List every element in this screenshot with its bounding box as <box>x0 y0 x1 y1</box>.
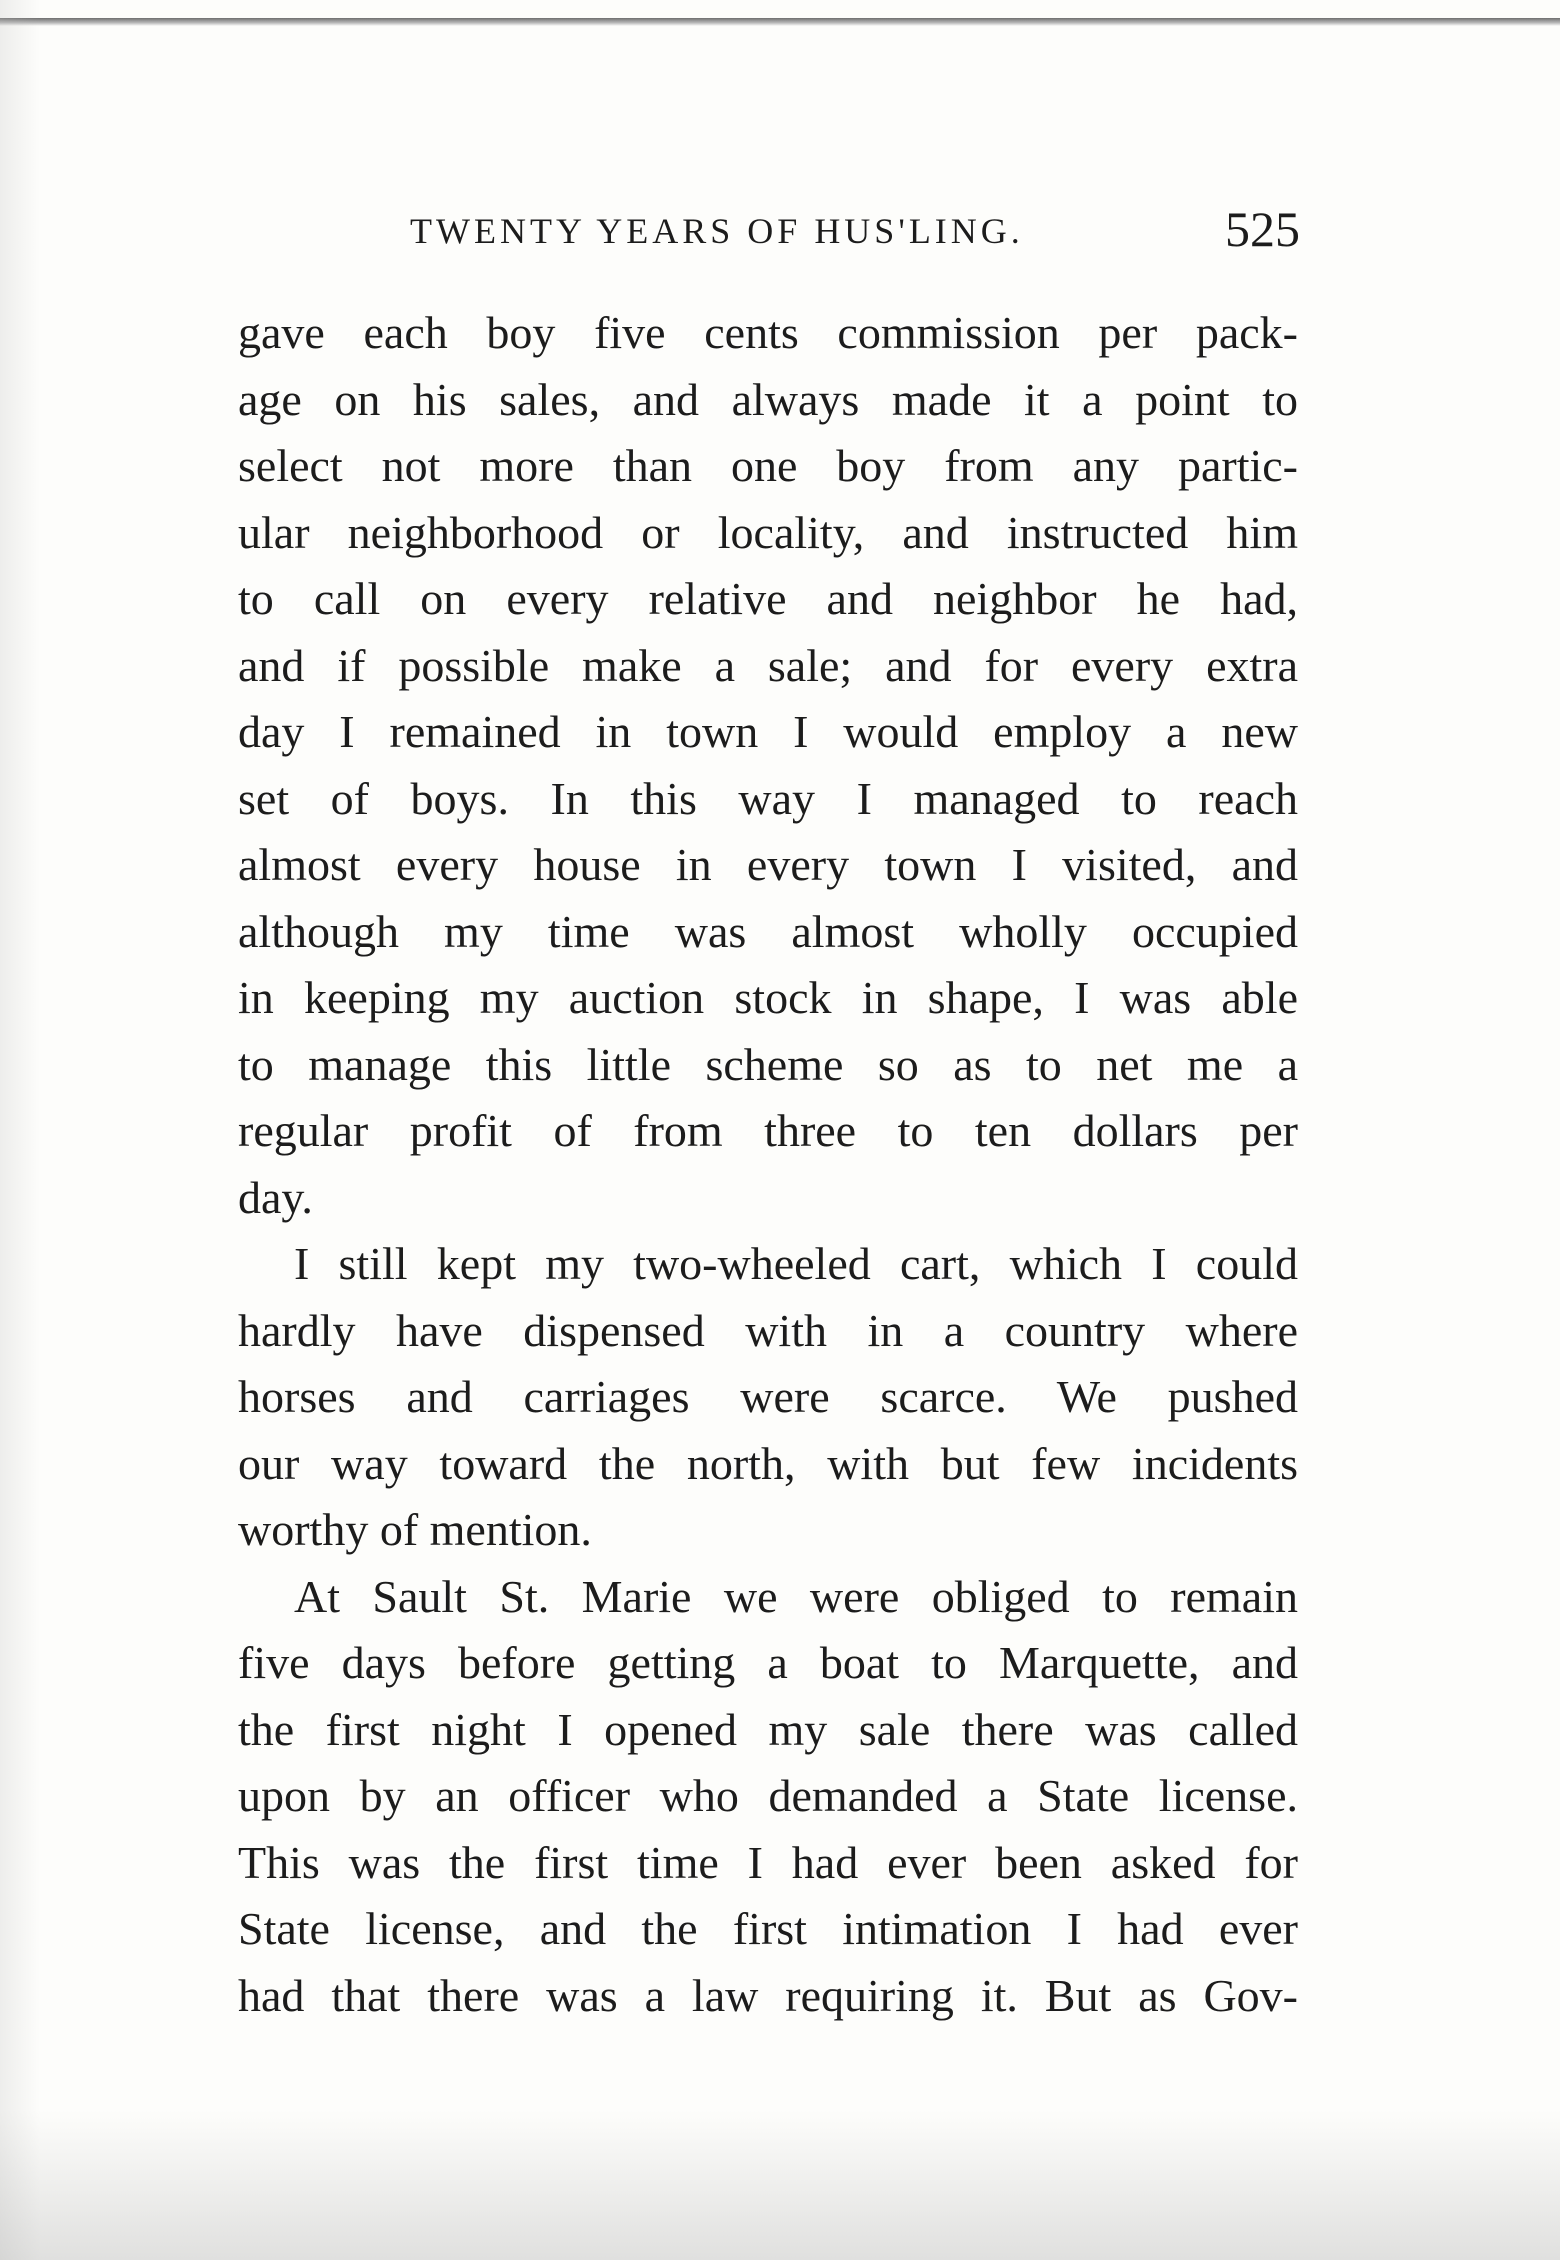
page-number: 525 <box>1225 201 1300 257</box>
text-line: hardly have dispensed with in a country where <box>238 1304 1298 1356</box>
text-line: State license, and the first intimation I had ever <box>238 1903 1298 1954</box>
text-line: regular profit of from three to ten dollars per <box>238 1105 1298 1156</box>
text-line: almost every house in every town I visited, and <box>238 839 1298 890</box>
running-title: TWENTY YEARS OF HUS'LING. <box>410 211 1024 251</box>
text-line: day. <box>238 1171 313 1223</box>
text-line: in keeping my auction stock in shape, I was able <box>238 972 1298 1023</box>
text-line: the first night I opened my sale there was called <box>238 1703 1298 1755</box>
top-edge-rule <box>0 18 1560 26</box>
text-line: age on his sales, and always made it a point to <box>238 373 1298 425</box>
text-line: This was the first time I had ever been asked for <box>238 1836 1298 1888</box>
text-line: I still kept my two-wheeled cart, which I could <box>294 1238 1298 1289</box>
text-line: horses and carriages were scarce. We pushed <box>238 1371 1298 1422</box>
text-line: although my time was almost wholly occupied <box>238 905 1298 957</box>
text-line: our way toward the north, with but few incidents <box>238 1437 1298 1489</box>
text-line: worthy of mention. <box>238 1504 592 1555</box>
text-line: gave each boy five cents commission per pack- <box>238 307 1298 358</box>
text-line: ular neighborhood or locality, and instructed him <box>238 506 1298 558</box>
text-line: to manage this little scheme so as to net me a <box>238 1038 1298 1090</box>
page-edge-shadow <box>0 0 40 2260</box>
text-line: upon by an officer who demanded a State license. <box>238 1770 1298 1821</box>
body-text <box>238 300 1298 2029</box>
text-line: At Sault St. Marie we were obliged to remain <box>294 1570 1298 1622</box>
text-line: five days before getting a boat to Marquette, and <box>238 1637 1298 1688</box>
text-line: had that there was a law requiring it. But as Gov- <box>238 1969 1298 2021</box>
page-bottom-shadow <box>0 2110 1560 2260</box>
text-line: select not more than one boy from any partic- <box>238 440 1298 491</box>
text-line: day I remained in town I would employ a new <box>238 706 1298 757</box>
page-header <box>410 200 1300 270</box>
text-line: to call on every relative and neighbor he had, <box>238 573 1298 624</box>
text-line: set of boys. In this way I managed to reach <box>238 772 1298 824</box>
text-line: and if possible make a sale; and for every extra <box>238 639 1298 691</box>
